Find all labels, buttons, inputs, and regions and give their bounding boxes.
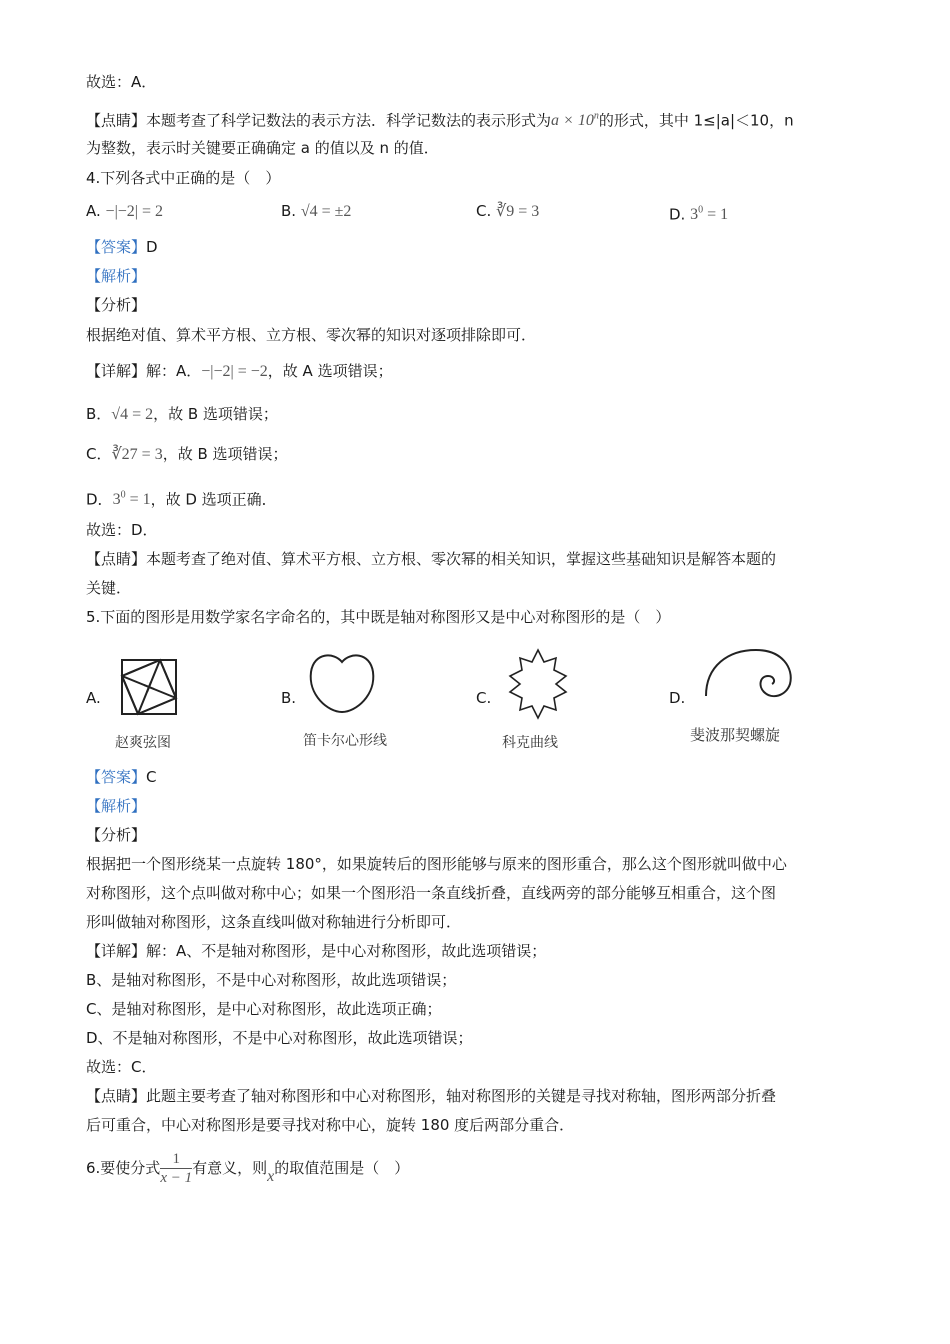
q5-title: 5.下面的图形是用数学家名字命名的，其中既是轴对称图形又是中心对称图形的是（ ） (86, 608, 671, 626)
q4-guxuan: 故选：D． (86, 521, 158, 539)
q4-xiangjie-d: D．$3^0 = 1$，故 D 选项正确． (86, 490, 277, 509)
q5-fenxi-line2: 对称图形，这个点叫做对称中心；如果一个图形沿一条直线折叠，直线两旁的部分能够互相重合，这个图 (86, 884, 777, 902)
caption-a: 赵爽弦图 (115, 735, 171, 751)
q5-xiangjie-b: B、是轴对称图形，不是中心对称图形，故此选项错误； (86, 971, 457, 989)
q4-xiangjie-b: B．√4 = 2，故 B 选项错误； (86, 405, 278, 423)
q4-fenxi-text: 根据绝对值、算术平方根、立方根、零次幂的知识对逐项排除即可． (86, 326, 537, 344)
q4-jiexi-tag: 【解析】 (86, 267, 147, 285)
fibonacci-spiral-icon (698, 646, 808, 716)
koch-snowflake-icon (503, 646, 573, 722)
q4-xiangjie-a: 【详解】解：A．−|−2| = −2，故 A 选项错误； (86, 362, 393, 380)
q5-dianjing-line2: 后可重合，中心对称图形是要寻找对称中心，旋转 180 度后两部分重合． (86, 1116, 575, 1134)
caption-b: 笛卡尔心形线 (303, 733, 387, 749)
dianjing-tag: 【点睛】 (86, 111, 147, 130)
prev-answer-choice: 故选：A． (86, 73, 157, 91)
q4-dianjing-line1: 【点睛】本题考查了绝对值、算术平方根、立方根、零次幂的相关知识，掌握这些基础知识是解答本题的 (86, 550, 777, 568)
caption-d: 斐波那契螺旋 (690, 726, 781, 744)
caption-c: 科克曲线 (502, 735, 558, 751)
q5-option-d-label: D. (669, 689, 686, 707)
q3-dianjing-line1 (86, 107, 794, 131)
zhao-shuang-diagram-icon (118, 656, 180, 718)
q5-option-b-label: B. (281, 689, 297, 707)
q5-xiangjie-c: C、是轴对称图形，是中心对称图形，故此选项正确； (86, 1000, 442, 1018)
q5-guxuan: 故选：C． (86, 1058, 157, 1076)
q4-fenxi-tag: 【分析】 (86, 296, 147, 314)
q4-option-c: C. ∛9 = 3 (476, 202, 540, 220)
dianjing-text: 本题考查了科学记数法的表示方法．科学记数法的表示形式为 (146, 111, 552, 130)
q5-option-c-label: C. (476, 689, 492, 707)
q5-fenxi-line1: 根据把一个图形绕某一点旋转 180°，如果旋转后的图形能够与原来的图形重合，那么这个图形就叫做中心 (86, 855, 787, 873)
q5-xiangjie-a: 【详解】解：A、不是轴对称图形，是中心对称图形，故此选项错误； (86, 942, 547, 960)
sci-notation-formula: $a \times 10^n$ (551, 111, 599, 130)
q5-dianjing-line1: 【点睛】此题主要考查了轴对称图形和中心对称图形，轴对称图形的关键是寻找对称轴，图形两部分折叠 (86, 1087, 777, 1105)
q4-answer: 【答案】D (86, 238, 158, 256)
q4-xiangjie-c: C．∛27 = 3，故 B 选项错误； (86, 445, 288, 463)
dianjing-text-2: 的形式，其中 1≤|a|＜10，n (598, 111, 794, 130)
q4-dianjing-line2: 关键． (86, 579, 132, 597)
cardioid-icon (306, 650, 378, 716)
q5-answer: 【答案】C (86, 768, 157, 786)
q4-option-d: D. $3^0 = 1$ (669, 205, 729, 224)
q4-option-b: B. √4 = ±2 (281, 202, 352, 220)
q4-title: 4.下列各式中正确的是（ ） (86, 169, 281, 187)
q4-option-a: A. −|−2| = 2 (86, 202, 164, 220)
q5-jiexi-tag: 【解析】 (86, 797, 147, 815)
q3-dianjing-line2: 为整数，表示时关键要正确确定 a 的值以及 n 的值． (86, 139, 439, 157)
q5-fenxi-tag: 【分析】 (86, 826, 147, 844)
q6-title: 6.要使分式 $\frac{1}{x - 1}$ 有意义，则x的取值范围是（ ） (86, 1151, 410, 1186)
q5-xiangjie-d: D、不是轴对称图形，不是中心对称图形，故此选项错误； (86, 1029, 473, 1047)
fraction: $\frac{1}{x - 1}$ (160, 1151, 193, 1186)
q5-option-a-label: A. (86, 689, 101, 707)
q5-fenxi-line3: 形叫做轴对称图形，这条直线叫做对称轴进行分析即可． (86, 913, 462, 931)
